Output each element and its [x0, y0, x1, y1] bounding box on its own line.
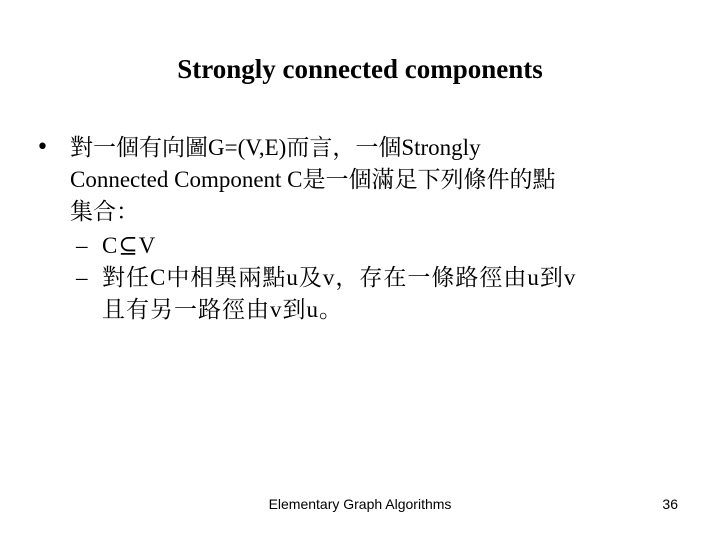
bullet-text-line: 對一個有向圖G=(V,E)而言，一個Strongly [70, 135, 481, 160]
slide-title: Strongly connected components [177, 54, 543, 84]
sub-bullet-text-line: 對任C中相異兩點u及v，存在一條路徑由u到v [102, 265, 577, 290]
sub-bullet-text-line: C⊆V [102, 233, 157, 258]
slide-content [36, 132, 696, 326]
sub-bullet-marker: – [76, 233, 88, 258]
page-number: 36 [662, 496, 678, 512]
sub-bullet-item-paths [36, 262, 696, 326]
bullet-text-line: Connected Component C是一個滿足下列條件的點 [70, 167, 556, 192]
footer-course-title: Elementary Graph Algorithms [268, 496, 452, 512]
sub-bullet-marker: – [76, 265, 88, 290]
sub-bullet-text-line: 且有另一路徑由v到u。 [102, 297, 343, 322]
sub-bullet-list [36, 230, 696, 326]
bullet-text-line: 集合： [70, 199, 139, 224]
bullet-marker: • [36, 135, 49, 160]
bullet-item [36, 132, 696, 228]
sub-bullet-item-subset [36, 230, 696, 262]
